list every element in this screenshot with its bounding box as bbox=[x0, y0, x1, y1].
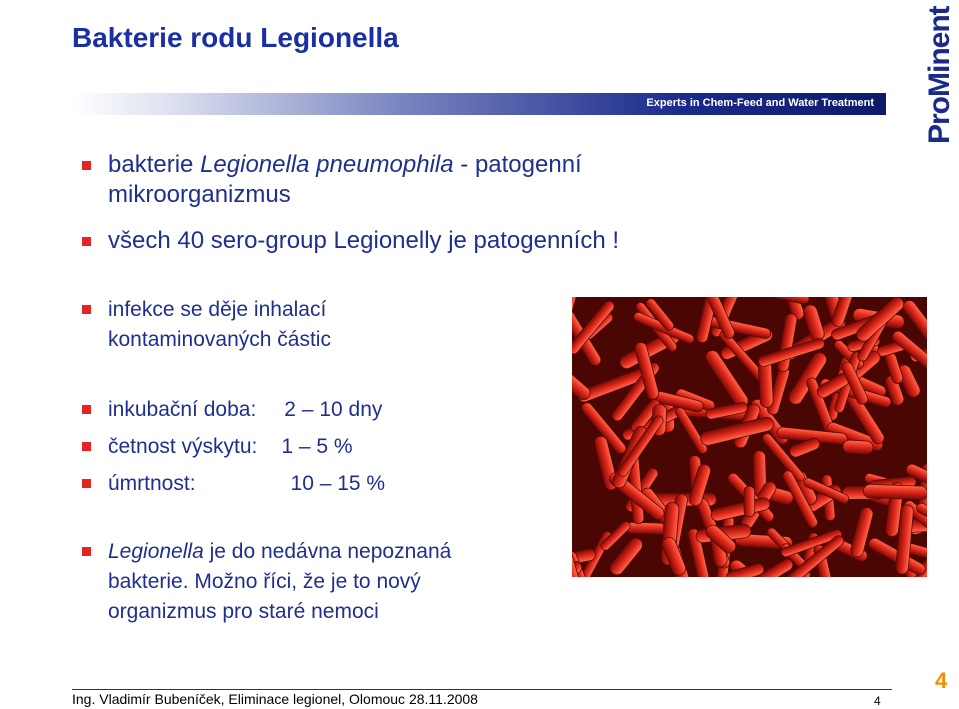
footer-text: Ing. Vladimír Bubeníček, Eliminace legionel, Olomouc 28.11.2008 bbox=[72, 691, 478, 707]
bullet-marker-icon bbox=[82, 305, 91, 314]
bullet-marker-icon bbox=[82, 161, 91, 170]
footer-page-number: 4 bbox=[874, 694, 881, 708]
bullet-new-organism: Legionella je do nedávna nepoznaná bakterie. Možno říci, že je to nový organizmus pro staré nemoci bbox=[108, 537, 451, 627]
legionella-micrograph-image bbox=[572, 297, 927, 577]
bacterium-rod bbox=[863, 484, 927, 500]
svg-text:ProMinent: ProMinent bbox=[923, 6, 956, 144]
slide-number: 4 bbox=[935, 668, 948, 693]
bullet-marker-icon bbox=[82, 547, 91, 556]
bacterium-rod bbox=[843, 440, 874, 455]
bullet-marker-icon bbox=[82, 442, 91, 451]
bullet-marker-icon bbox=[82, 237, 91, 246]
bullet-sero-group: všech 40 sero-group Legionelly je patogenních ! bbox=[108, 226, 619, 256]
bullet-infection: infekce se děje inhalací kontaminovaných částic bbox=[108, 295, 331, 355]
prominent-logo bbox=[922, 6, 956, 146]
bullet-marker-icon bbox=[82, 405, 91, 414]
title-bar bbox=[72, 93, 886, 115]
bullet-incubation: inkubační doba: 2 – 10 dny bbox=[108, 395, 382, 425]
bullet-frequency: četnost výskytu: 1 – 5 % bbox=[108, 432, 353, 462]
tagline: Experts in Chem-Feed and Water Treatment bbox=[646, 97, 874, 109]
slide-title: Bakterie rodu Legionella bbox=[72, 22, 399, 53]
bullet-legionella-pneumophila: bakterie Legionella pneumophila - patogenní mikroorganizmus bbox=[108, 150, 582, 210]
bullet-mortality: úmrtnost: 10 – 15 % bbox=[108, 469, 385, 499]
bacterium-rod bbox=[744, 486, 755, 516]
bullet-marker-icon bbox=[82, 479, 91, 488]
footer-divider bbox=[72, 689, 892, 690]
